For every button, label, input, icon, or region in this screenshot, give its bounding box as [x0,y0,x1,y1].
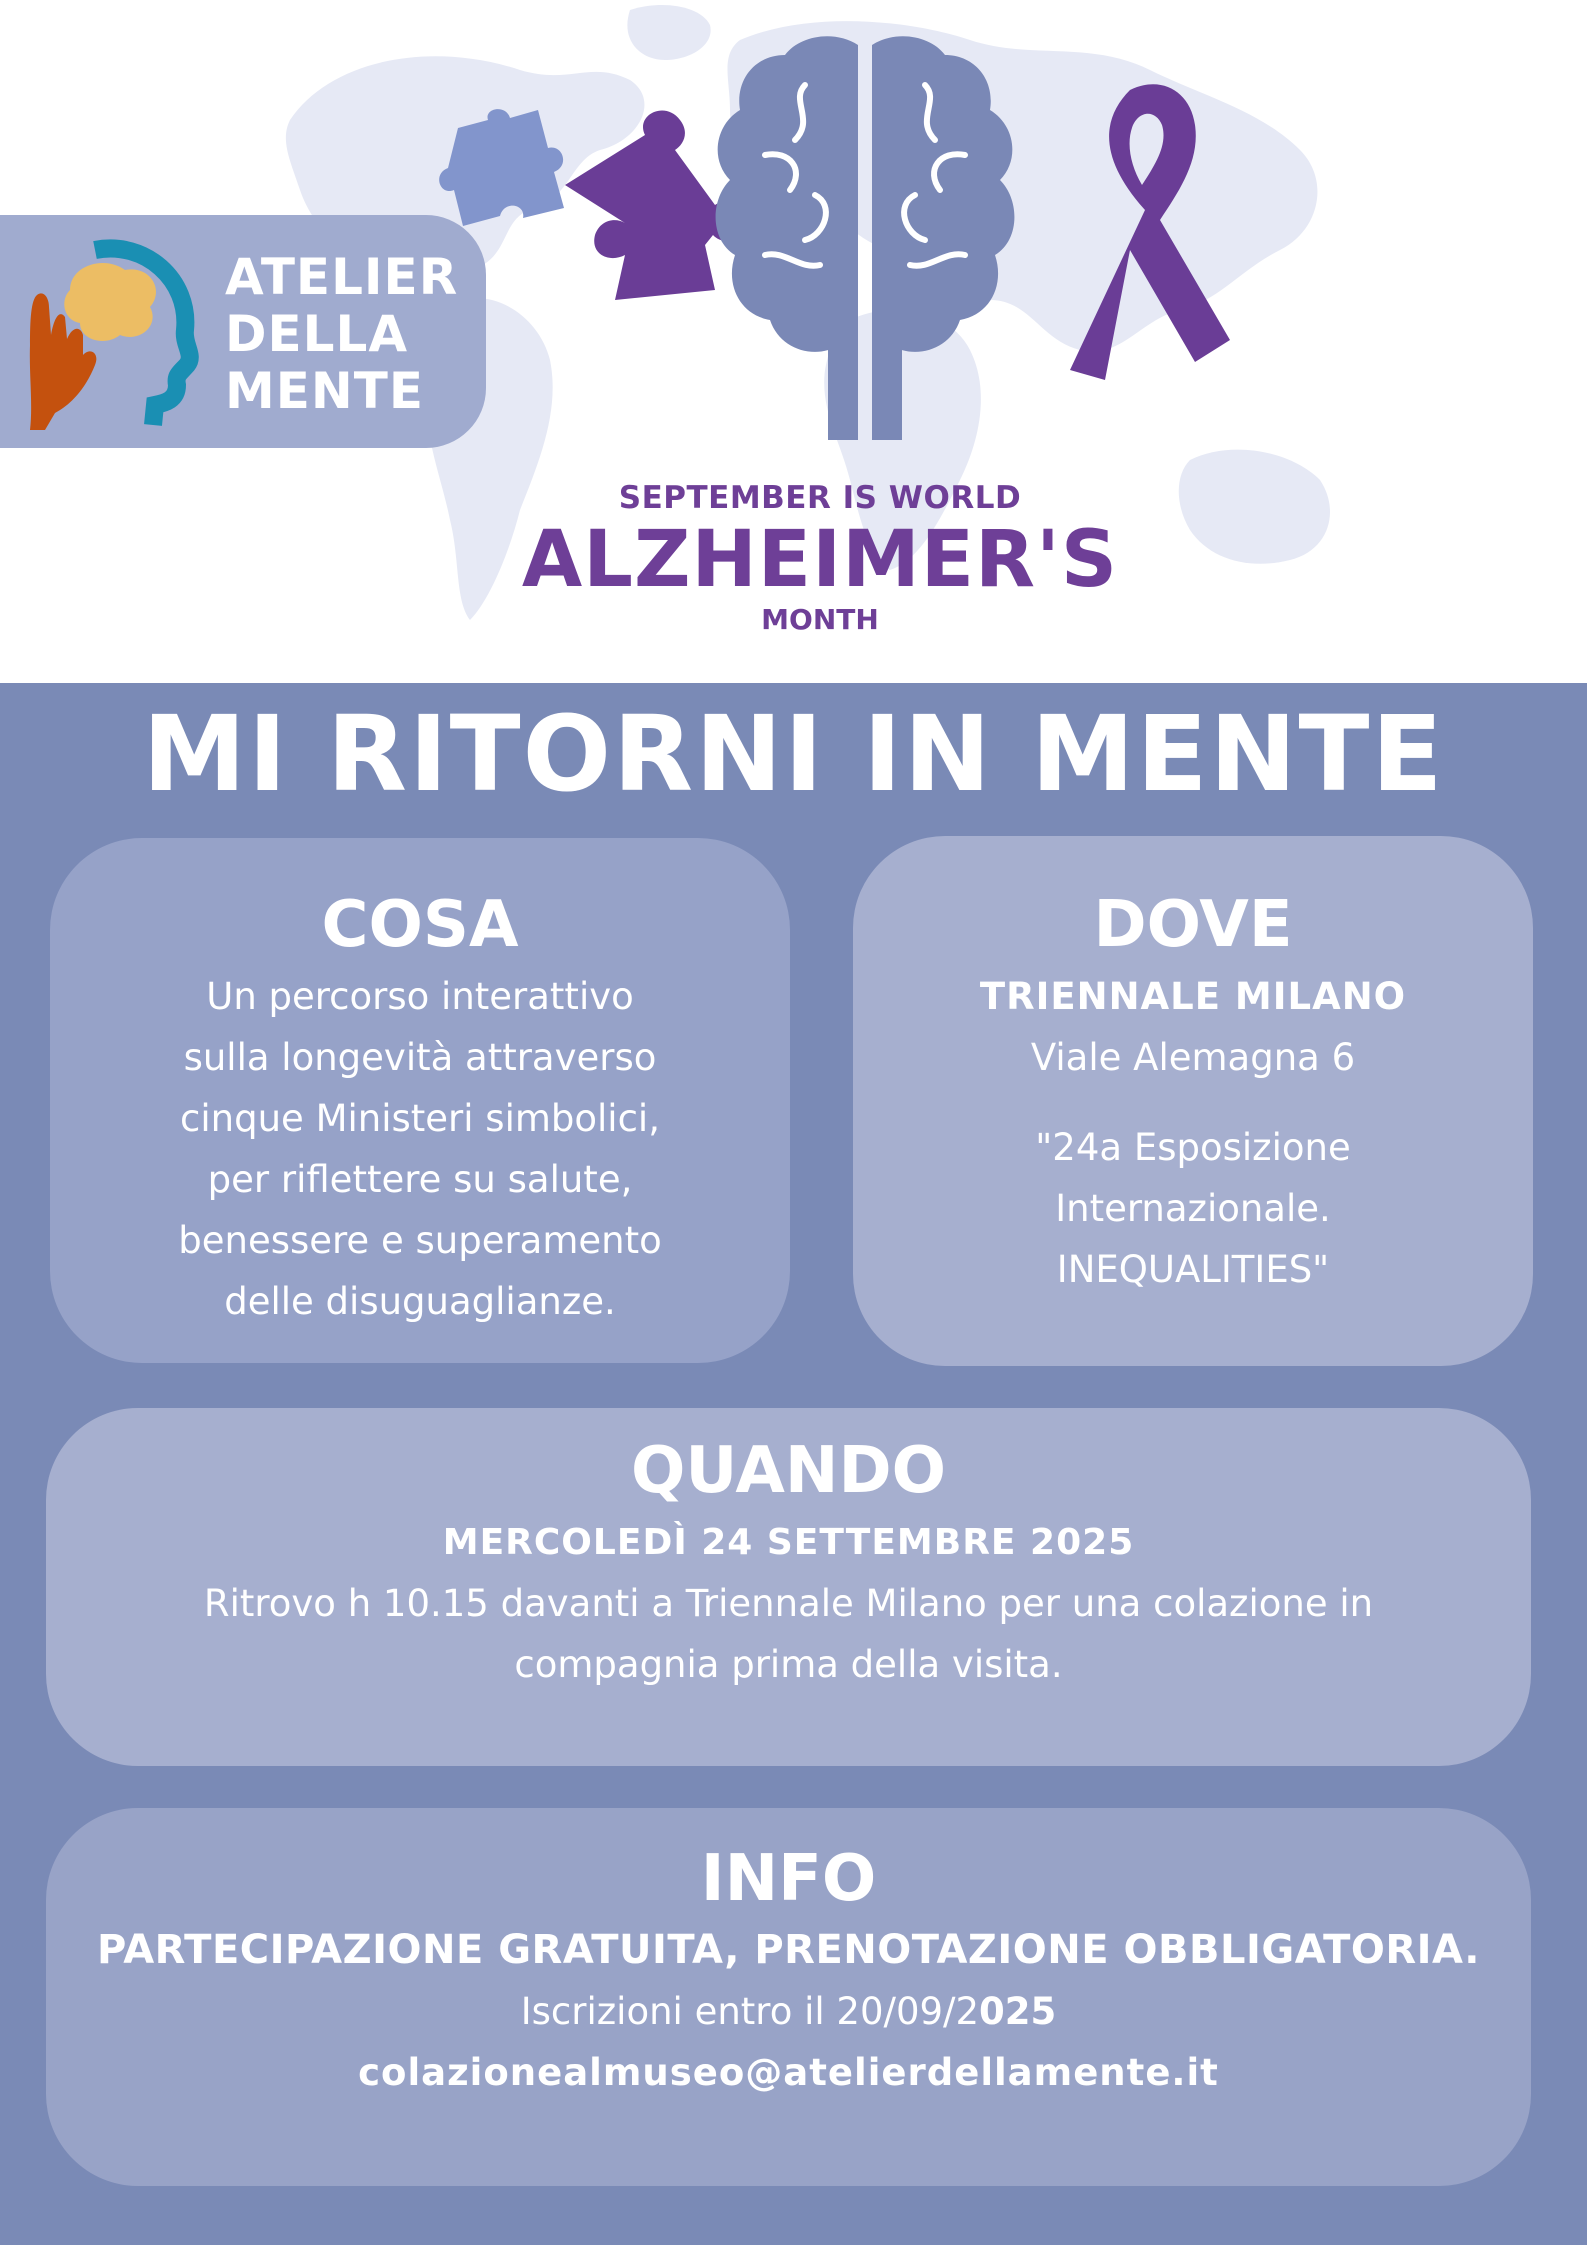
contact-email[interactable]: colazionealmuseo@atelierdellamente.it [358,2051,1219,2094]
cosa-line: per riflettere su salute, [207,1158,633,1201]
participation-notice: PARTECIPAZIONE GRATUITA, PRENOTAZIONE OBBLIGATORIA. [97,1927,1480,1973]
header-banner [0,0,1587,683]
venue-address: Viale Alemagna 6 [1030,1036,1356,1079]
quando-line: compagnia prima della visita. [514,1643,1063,1686]
logo-line-3: MENTE [225,362,425,420]
awareness-ribbon-icon [1030,80,1230,380]
exhibition-line: "24a Esposizione [1035,1126,1351,1169]
info-card [46,1808,1531,2186]
cosa-line: Un percorso interattivo [206,975,634,1018]
puzzle-piece-icon [418,108,573,228]
event-date: MERCOLEDÌ 24 SETTEMBRE 2025 [442,1522,1135,1563]
dove-title: DOVE [1093,888,1293,962]
logo-wordmark [225,249,458,420]
quando-title: QUANDO [630,1434,947,1508]
event-headline: MI RITORNI IN MENTE [142,693,1445,815]
head-profile-brain-hand-icon [25,235,205,435]
cosa-line: sulla longevità attraverso [183,1036,657,1079]
logo-line-2: DELLA [225,305,409,363]
quando-card [46,1408,1531,1766]
campaign-title [470,478,1170,638]
cosa-line: cinque Ministeri simbolici, [180,1097,660,1140]
campaign-line-2: ALZHEIMER'S [521,515,1119,605]
quando-line: Ritrovo h 10.15 davanti a Triennale Milano per una colazione in [203,1582,1374,1625]
exhibition-line: Internazionale. [1055,1187,1331,1230]
cosa-title: COSA [321,888,519,962]
logo-badge [0,215,486,448]
registration-deadline [46,1981,1531,2042]
dove-card [853,836,1533,1366]
campaign-line-1: SEPTEMBER IS WORLD [618,480,1022,516]
exhibition-line: INEQUALITIES" [1056,1248,1330,1291]
info-title: INFO [700,1842,877,1916]
brain-icon [695,25,1035,445]
logo-line-1: ATELIER [225,248,459,306]
cosa-card [50,838,790,1363]
venue-name: TRIENNALE MILANO [979,975,1407,1018]
cosa-line: benessere e superamento [178,1219,662,1262]
campaign-line-3: MONTH [761,603,879,636]
cosa-line: delle disuguaglianze. [224,1280,616,1323]
deadline-suffix: 025 [979,1990,1057,2033]
deadline-prefix: Iscrizioni entro il 20/09/2 [520,1990,980,2033]
